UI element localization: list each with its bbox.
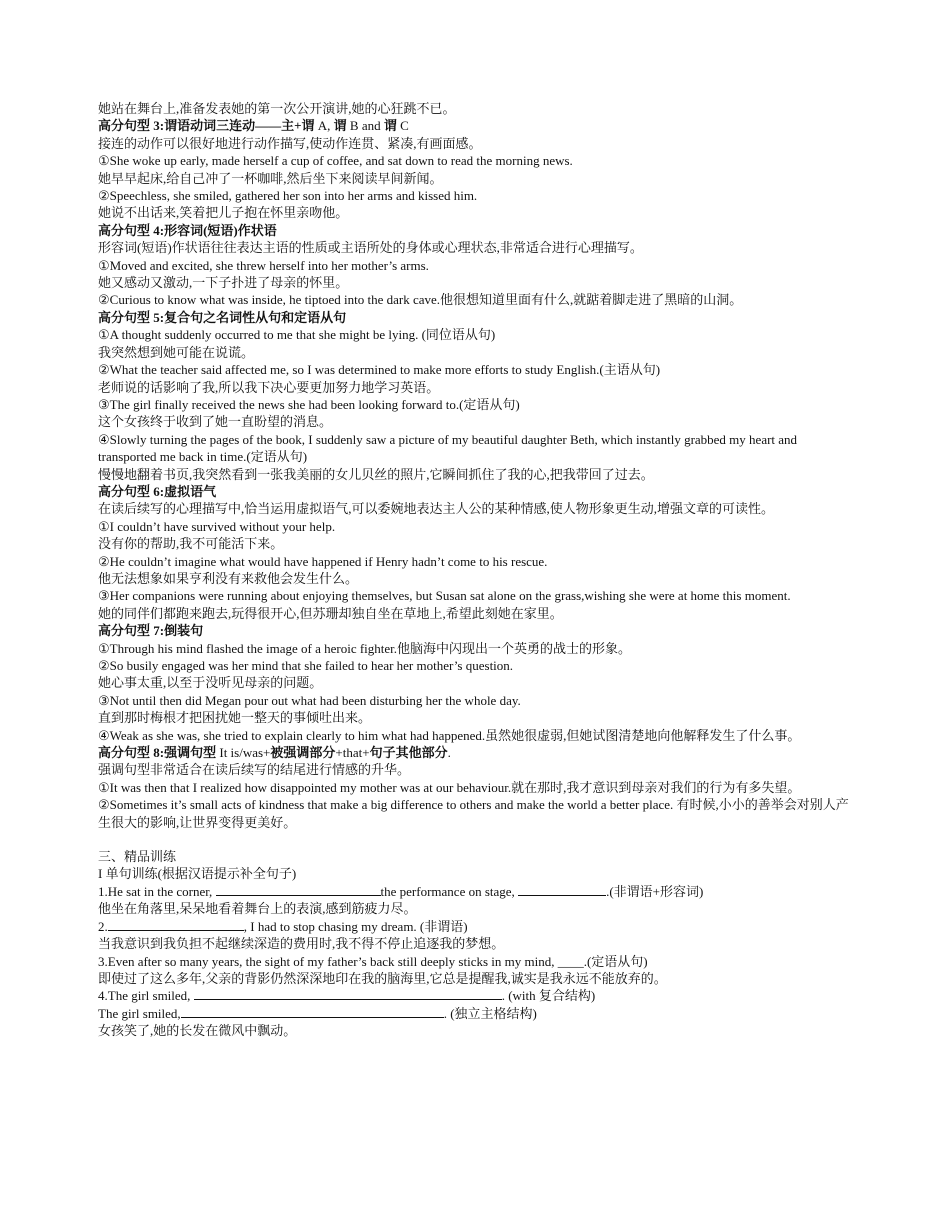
section-heading-3: 高分句型 3:谓语动词三连动——主+谓 A, 谓 B and 谓 C: [98, 118, 409, 134]
text-line: 老师说的话影响了我,所以我下决心要更加努力地学习英语。: [98, 379, 440, 395]
exercise-item-1: 1.He sat in the corner, the performance on stage, .(非谓语+形容词): [98, 883, 704, 899]
text-line: 我突然想到她可能在说谎。: [98, 344, 255, 360]
text-line: ①It was then that I realized how disappointed my mother was at our behaviour.就在那时,我才意识到母亲对我们的行为有多失望。: [98, 779, 801, 795]
text-line: 接连的动作可以很好地进行动作描写,使动作连贯、紧凑,有画面感。: [98, 135, 482, 151]
text-line: ②Sometimes it’s small acts of kindness that make a big difference to others and make the world a better place. 有时候,小小的善举会对别人产生很大的影响,让世界变得更美好。: [98, 797, 849, 830]
document-page: [98, 100, 856, 1040]
text-line: 她站在舞台上,准备发表她的第一次公开演讲,她的心狂跳不已。: [98, 101, 456, 116]
text-line: 她早早起床,给自己冲了一杯咖啡,然后坐下来阅读早间新闻。: [98, 170, 443, 186]
text-line: 她的同伴们都跑来跑去,玩得很开心,但苏珊却独自坐在草地上,希望此刻她在家里。: [98, 605, 563, 621]
section-heading-7: 高分句型 7:倒装句: [98, 623, 204, 639]
answer-blank[interactable]: [216, 884, 381, 896]
text-line: 慢慢地翻着书页,我突然看到一张我美丽的女儿贝丝的照片,它瞬间抓住了我的心,把我带回了过去。: [98, 466, 654, 482]
exercise-item-4: 4.The girl smiled, . (with 复合结构): [98, 988, 596, 1004]
section-title: 三、精品训练: [98, 849, 177, 865]
section-heading-8: 高分句型 8:强调句型 It is/was+被强调部分+that+句子其他部分.: [98, 745, 451, 761]
text-line: 当我意识到我负担不起继续深造的费用时,我不得不停止追逐我的梦想。: [98, 936, 505, 952]
text-line: ①A thought suddenly occurred to me that she might be lying. (同位语从句): [98, 327, 496, 343]
text-line: 她说不出话来,笑着把儿子抱在怀里亲吻他。: [98, 205, 349, 221]
text-line: ③The girl finally received the news she had been looking forward to.(定语从句): [98, 396, 520, 412]
exercise-heading: I 单句训练(根据汉语提示补全句子): [98, 866, 297, 882]
exercise-item-4-alt: The girl smiled, . (独立主格结构): [98, 1005, 537, 1021]
text-line: ①Moved and excited, she threw herself into her mother’s arms.: [98, 257, 429, 273]
answer-blank[interactable]: [108, 919, 244, 931]
section-heading-4: 高分句型 4:形容词(短语)作状语: [98, 222, 277, 238]
text-line: ②He couldn’t imagine what would have happened if Henry hadn’t come to his rescue.: [98, 553, 548, 569]
text-line: ①I couldn’t have survived without your help.: [98, 518, 336, 534]
text-line: ①Through his mind flashed the image of a heroic fighter.他脑海中闪现出一个英勇的战士的形象。: [98, 640, 632, 656]
text-line: ③Not until then did Megan pour out what had been disturbing her the whole day.: [98, 692, 521, 708]
text-line: ③Her companions were running about enjoying themselves, but Susan sat alone on the grass,wishing she were at home this moment.: [98, 588, 791, 604]
text-line: ④Slowly turning the pages of the book, I suddenly saw a picture of my beautiful daughter Beth, which instantly grabbed my heart and transported me back in time.(定语从句): [98, 431, 798, 465]
text-line: 这个女孩终于收到了她一直盼望的消息。: [98, 414, 333, 430]
section-heading-6: 高分句型 6:虚拟语气: [98, 483, 217, 499]
text-line: ②So busily engaged was her mind that she failed to hear her mother’s question.: [98, 658, 514, 673]
text-line: 即使过了这么多年,父亲的背影仍然深深地印在我的脑海里,它总是提醒我,诚实是我永远不能放弃的。: [98, 970, 667, 986]
spacer: [98, 831, 856, 848]
section-heading-5: 高分句型 5:复合句之名词性从句和定语从句: [98, 309, 347, 325]
text-line: 她又感动又激动,一下子扑进了母亲的怀里。: [98, 275, 349, 291]
text-line: 强调句型非常适合在读后续写的结尾进行情感的升华。: [98, 762, 411, 778]
text-line: ①She woke up early, made herself a cup of coffee, and sat down to read the morning news.: [98, 153, 573, 169]
text-line: 直到那时梅根才把困扰她一整天的事倾吐出来。: [98, 710, 372, 726]
text-line: ②Curious to know what was inside, he tiptoed into the dark cave.他很想知道里面有什么,就踮着脚走进了黑暗的山洞。: [98, 292, 743, 308]
text-line: 在读后续写的心理描写中,恰当运用虚拟语气,可以委婉地表达主人公的某种情感,使人物形象更生动,增强文章的可读性。: [98, 501, 775, 517]
text-line: 他无法想象如果亨利没有来救他会发生什么。: [98, 570, 359, 586]
exercise-item-3: 3.Even after so many years, the sight of my father’s back still deeply sticks in my mind, ____.(定语从句): [98, 953, 648, 969]
text-line: 没有你的帮助,我不可能活下来。: [98, 536, 284, 552]
text-line: 她心事太重,以至于没听见母亲的问题。: [98, 675, 323, 691]
exercise-item-2: 2. , I had to stop chasing my dream. (非谓语): [98, 918, 468, 934]
answer-blank[interactable]: [181, 1006, 444, 1018]
answer-blank[interactable]: [194, 988, 502, 1000]
text-line: 女孩笑了,她的长发在微风中飘动。: [98, 1023, 297, 1039]
text-line: 形容词(短语)作状语往往表达主语的性质或主语所处的身体或心理状态,非常适合进行心理描写。: [98, 240, 643, 256]
text-line: ②What the teacher said affected me, so I was determined to make more efforts to study English.(主语从句): [98, 362, 661, 378]
text-line: ②Speechless, she smiled, gathered her son into her arms and kissed him.: [98, 188, 478, 204]
text-line: ④Weak as she was, she tried to explain clearly to him what had happened.虽然她很虚弱,但她试图清楚地向他解释发生了什么事。: [98, 727, 801, 743]
answer-blank[interactable]: [518, 884, 606, 896]
text-line: 他坐在角落里,呆呆地看着舞台上的表演,感到筋疲力尽。: [98, 901, 417, 917]
